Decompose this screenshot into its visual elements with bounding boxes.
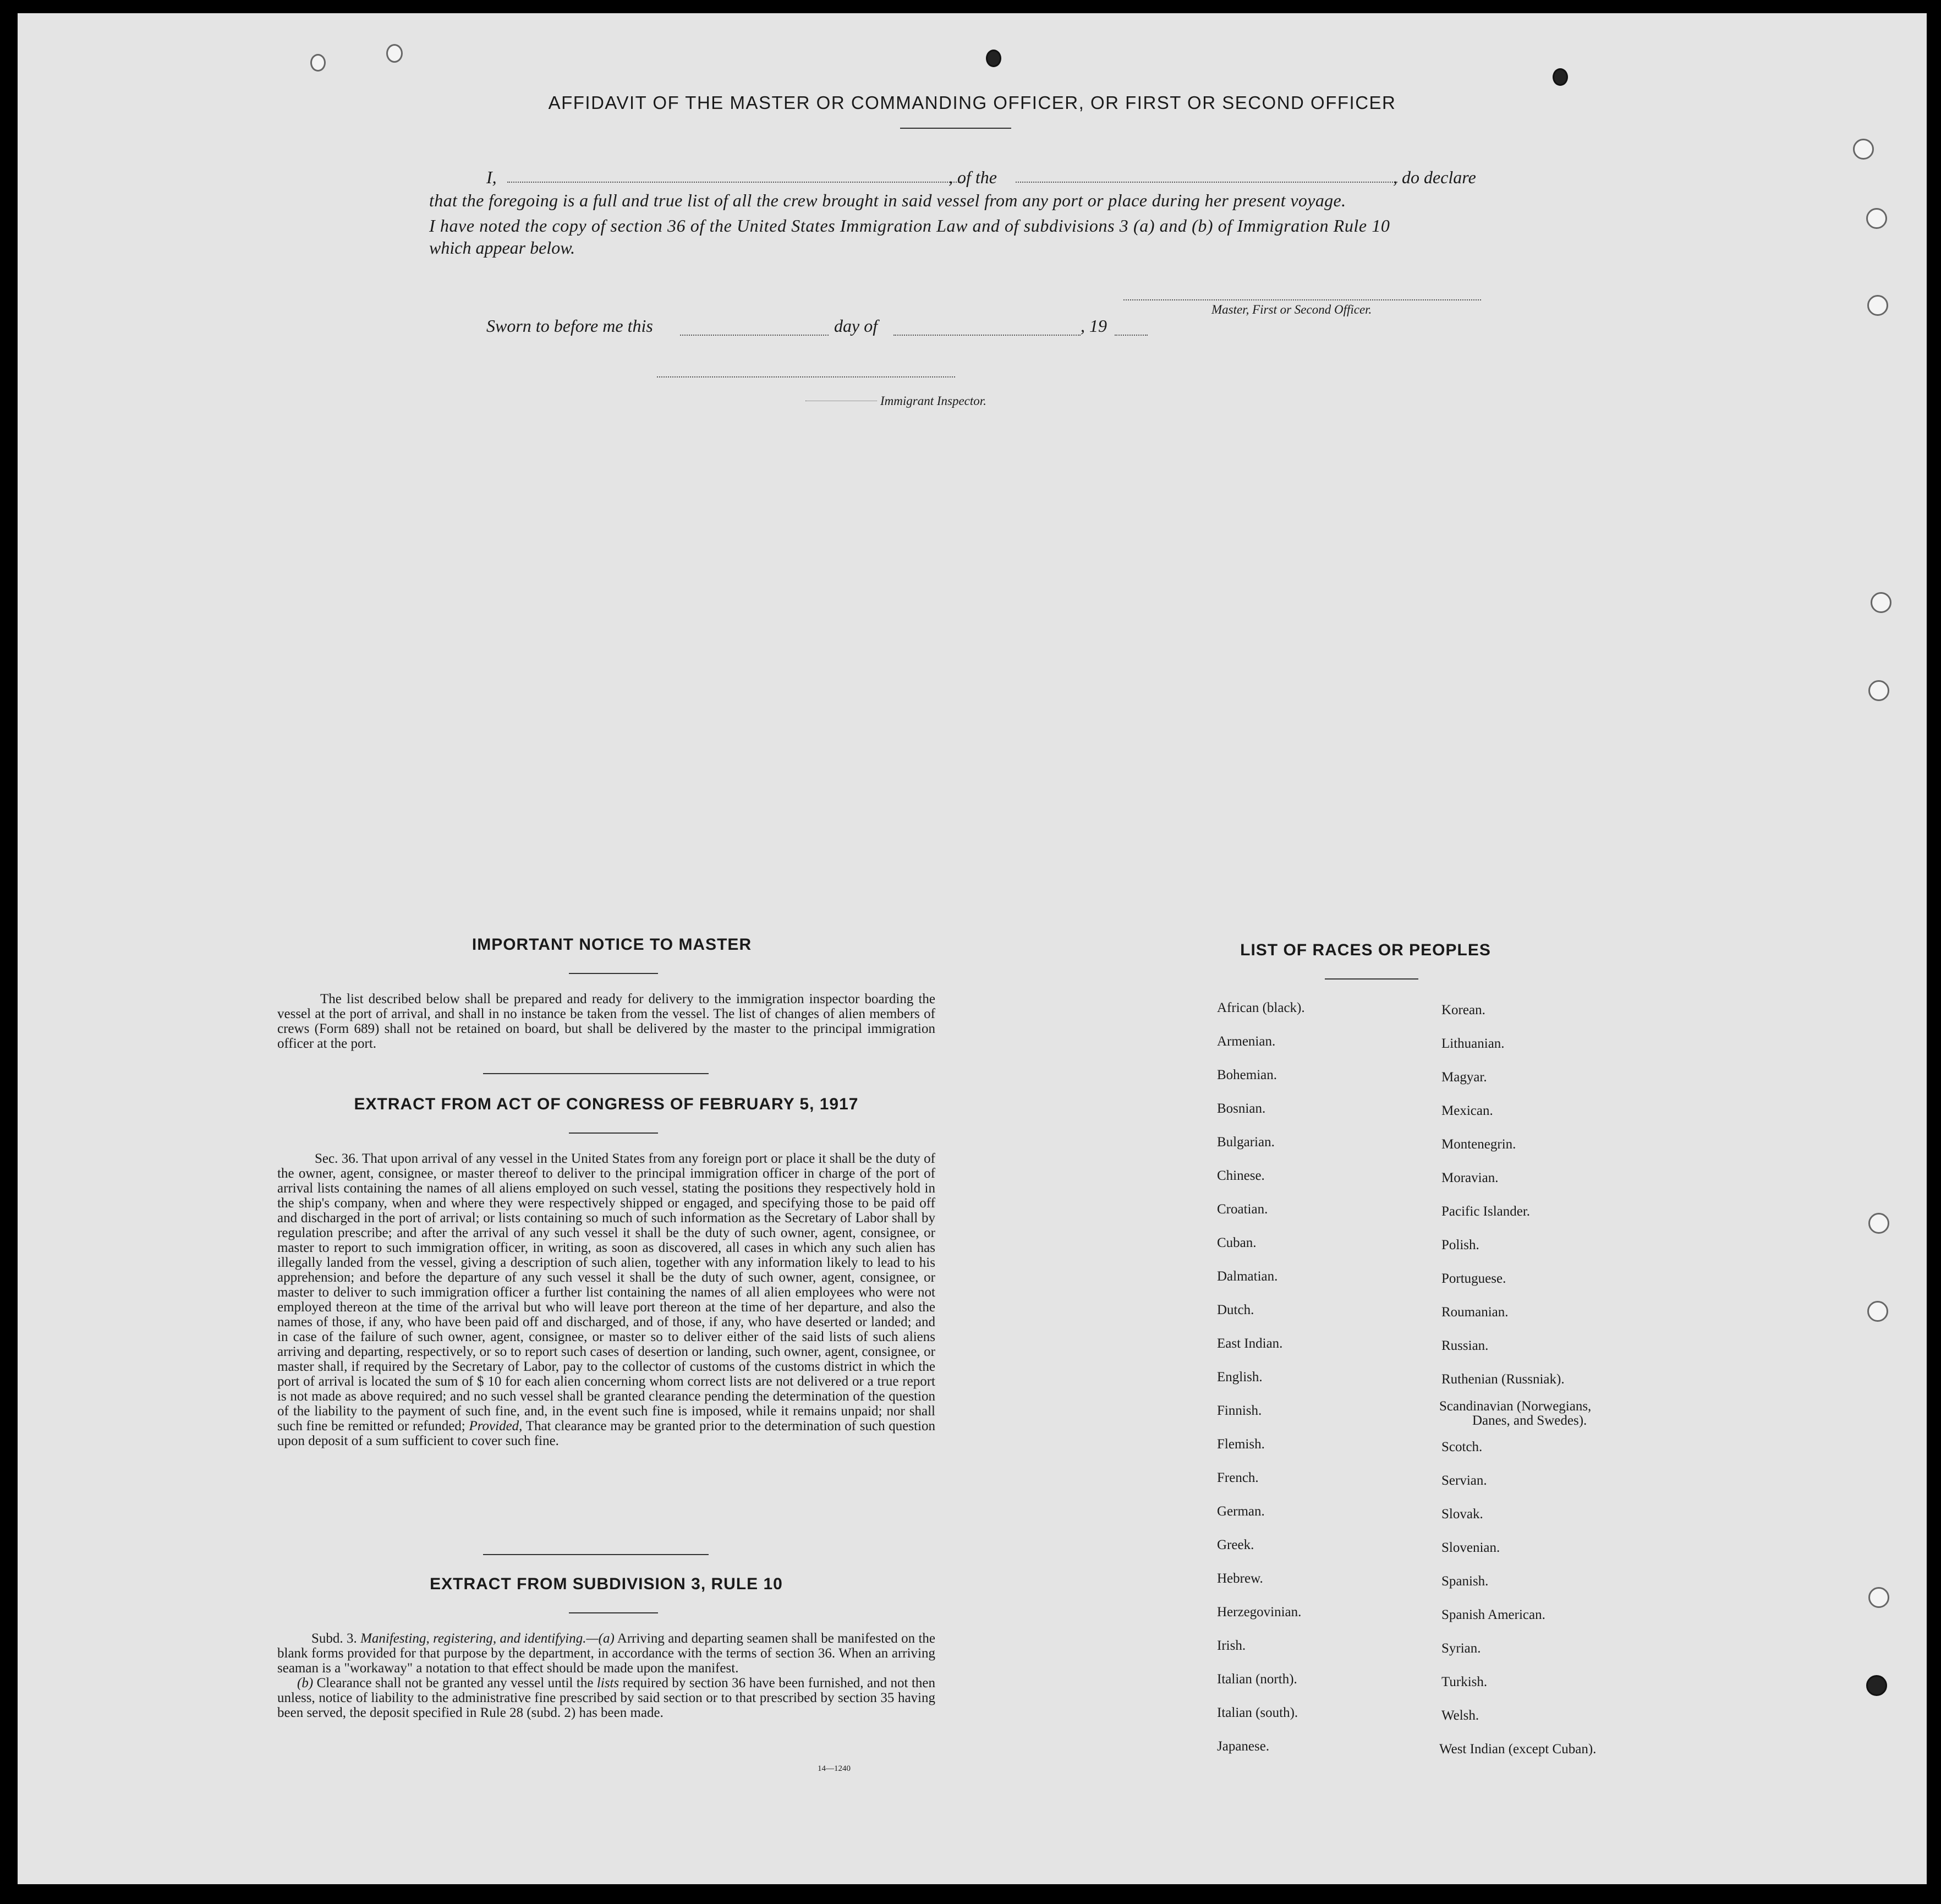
divider <box>483 1073 709 1074</box>
subd-text-a: Arriving and departing seamen shall be manifested on the blank forms provided for that purpose by the department, in accordance with the terms of section 36. When an arriving seaman is a "workaway" a notation to that effect should be made upon the manifest. <box>277 1631 935 1676</box>
race-item: Portuguese. <box>1441 1271 1506 1286</box>
act-section-36 <box>277 1151 935 1448</box>
day-of-label: day of <box>834 316 878 336</box>
punch-hole <box>1867 295 1888 316</box>
sworn-year-field[interactable] <box>1115 335 1148 336</box>
punch-hole <box>1867 1301 1888 1322</box>
lists-word: lists <box>596 1676 619 1690</box>
inspector-caption: Immigrant Inspector. <box>880 394 986 408</box>
officer-caption: Master, First or Second Officer. <box>1211 303 1372 316</box>
subd-text-b2: required by section 36 have been furnished, and not then unless, notice of liability to the administrative fine prescribed by said section or to that prescribed by section 35 having been served, the deposit specified in Rule 28 (subd. 2) has been made. <box>277 1676 935 1720</box>
race-item: Russian. <box>1441 1338 1489 1353</box>
races-underline <box>1325 978 1418 980</box>
race-item: Mexican. <box>1441 1103 1493 1118</box>
punch-hole <box>1866 208 1887 229</box>
race-item: Irish. <box>1217 1638 1246 1653</box>
race-item: Moravian. <box>1441 1170 1499 1185</box>
race-item: Chinese. <box>1217 1168 1265 1183</box>
race-item: Herzegovinian. <box>1217 1605 1302 1620</box>
race-item: Spanish. <box>1441 1574 1489 1589</box>
rule-underline <box>569 1612 658 1613</box>
race-item: Slovenian. <box>1441 1540 1500 1555</box>
race-item: Armenian. <box>1217 1034 1276 1049</box>
race-item: Dutch. <box>1217 1303 1254 1317</box>
divider <box>483 1554 709 1555</box>
race-item: Welsh. <box>1441 1708 1479 1723</box>
race-item: French. <box>1217 1470 1259 1485</box>
act-underline <box>569 1132 658 1134</box>
race-item: Magyar. <box>1441 1070 1487 1085</box>
race-item: Italian (north). <box>1217 1672 1297 1687</box>
race-item: Scotch. <box>1441 1440 1483 1454</box>
race-item: Scandinavian (Norwegians, <box>1439 1399 1592 1414</box>
race-item: African (black). <box>1217 1000 1305 1015</box>
race-item: Slovak. <box>1441 1507 1483 1522</box>
race-item: Ruthenian (Russniak). <box>1441 1372 1565 1387</box>
race-item: Turkish. <box>1441 1675 1488 1689</box>
race-item: Finnish. <box>1217 1403 1262 1418</box>
race-item: Cuban. <box>1217 1235 1257 1250</box>
declaration-line-1: that the foregoing is a full and true list of all the crew brought in said vessel from any port or place during her present voyage. <box>429 190 1346 210</box>
race-item: Greek. <box>1217 1538 1254 1552</box>
sworn-label: Sworn to before me this <box>486 316 653 336</box>
race-item: Polish. <box>1441 1238 1479 1252</box>
race-item: Roumanian. <box>1441 1305 1509 1320</box>
punch-hole <box>310 54 326 72</box>
races-title: LIST OF RACES OR PEOPLES <box>1240 941 1491 959</box>
race-item-continuation: Danes, and Swedes). <box>1472 1413 1587 1428</box>
declaration-line-3: which appear below. <box>429 238 575 258</box>
rule-text <box>277 1631 935 1720</box>
inspector-signature-field[interactable] <box>657 376 955 377</box>
race-item: Bulgarian. <box>1217 1135 1275 1150</box>
race-item: Lithuanian. <box>1441 1036 1505 1051</box>
officer-signature-field[interactable] <box>1123 299 1481 300</box>
subd-label: Subd. 3. <box>311 1631 357 1646</box>
race-item: Bosnian. <box>1217 1101 1266 1116</box>
sworn-day-field[interactable] <box>680 335 829 336</box>
punch-hole <box>1866 1675 1887 1696</box>
punch-hole <box>1868 1213 1889 1234</box>
race-item: Montenegrin. <box>1441 1137 1516 1152</box>
of-the-label: , of the <box>948 167 997 187</box>
race-item: West Indian (except Cuban). <box>1439 1742 1597 1757</box>
punch-hole <box>1868 1587 1889 1608</box>
subd-b-label: (b) <box>297 1676 314 1690</box>
provided-word: Provided, <box>469 1419 523 1434</box>
document-page <box>18 13 1927 1884</box>
notice-title: IMPORTANT NOTICE TO MASTER <box>471 935 752 954</box>
race-item: Korean. <box>1441 1003 1485 1017</box>
punch-hole <box>1853 139 1874 160</box>
race-item: Italian (south). <box>1217 1705 1298 1720</box>
punch-hole <box>1871 592 1891 613</box>
subd-heading: Manifesting, registering, and identifying.—(a) <box>360 1631 615 1646</box>
punch-hole <box>1553 68 1568 86</box>
punch-hole <box>986 50 1001 67</box>
rule-title: EXTRACT FROM SUBDIVISION 3, RULE 10 <box>430 1575 783 1593</box>
race-item: East Indian. <box>1217 1336 1283 1351</box>
notice-text: The list described below shall be prepared and ready for delivery to the immigration inspector boarding the vessel at the port of arrival, and shall in no instance be taken from the vessel. The list of changes of alien members of crews (Form 689) shall not be retained on board, but shall be delivered by the master to the principal immigration officer at the port. <box>277 992 935 1051</box>
race-item: Spanish American. <box>1441 1607 1545 1622</box>
section-text: That upon arrival of any vessel in the United States from any foreign port or place it shall be the duty of the owner, agent, consignee, or master thereof to deliver to the principal immigration officer in charge of the port of arrival lists containing the names of all aliens employed on such vessel, stating the positions they respectively hold in the ship's company, when and where they were respectively shipped or engaged, and specifying those to be paid off and discharged in the port of arrival; or lists containing so much of such information as the Secretary of Labor shall by regulation prescribe; and after the arrival of any such vessel it shall be the duty of such owner, agent, consignee, or master to report to such immigration officer, in writing, as soon as discovered, all cases in which any such alien has illegally landed from the vessel, giving a description of such alien, together with any information likely to lead to his apprehension; and before the departure of any such vessel it shall be the duty of such owner, agent, consignee, or master to deliver to such immigration officer a further list containing the names of all alien employees who were not employed thereon at the time of the arrival but who will leave port thereon at the time of her departure, and also the names of those, if any, who have been paid off and discharged, and of those, if any, who have deserted or landed; and in case of the failure of such owner, agent, consignee, or master so to deliver either of the said lists of such aliens arriving and departing, respectively, or so to report such cases of desertion or landing, such owner, agent, consignee, or master shall, if required by the Secretary of Labor, pay to the collector of customs of the customs district in which the port of arrival is located the sum of $ 10 for each alien concerning whom correct lists are not delivered or a true report is not made as above required; and no such vessel shall be granted clearance pending the determination of the question of the liability to the payment of such fine, and, in the event such fine is imposed, while it remains unpaid; nor shall such fine be remitted or refunded; <box>277 1151 935 1434</box>
declaration-line-2: I have noted the copy of section 36 of the United States Immigration Law and of subdivisions 3 (a) and (b) of Immigration Rule 10 <box>429 216 1390 236</box>
race-item: English. <box>1217 1370 1263 1385</box>
punch-hole <box>386 44 403 63</box>
notice-underline <box>569 973 658 974</box>
punch-hole <box>1868 680 1889 701</box>
declarant-i-label: I, <box>486 167 497 187</box>
race-item: Japanese. <box>1217 1739 1270 1754</box>
race-item: Croatian. <box>1217 1202 1268 1217</box>
race-item: Servian. <box>1441 1473 1487 1488</box>
act-title: EXTRACT FROM ACT OF CONGRESS OF FEBRUARY 5, 1917 <box>354 1095 859 1113</box>
title-underline <box>900 128 1011 129</box>
sworn-month-field[interactable] <box>893 335 1081 336</box>
race-item: Hebrew. <box>1217 1571 1263 1586</box>
section-label: Sec. 36. <box>315 1151 359 1166</box>
race-item: Bohemian. <box>1217 1068 1277 1082</box>
subd-text-b1: Clearance shall not be granted any vessel until the <box>316 1676 594 1690</box>
affidavit-title: AFFIDAVIT OF THE MASTER OR COMMANDING OFFICER, OR FIRST OR SECOND OFFICER <box>548 92 1396 113</box>
form-number: 14—1240 <box>818 1764 851 1773</box>
year-prefix-label: , 19 <box>1081 316 1107 336</box>
race-item: Dalmatian. <box>1217 1269 1278 1284</box>
race-item: Syrian. <box>1441 1641 1481 1656</box>
race-item: German. <box>1217 1504 1265 1519</box>
vessel-name-field[interactable] <box>1016 182 1397 183</box>
race-item: Pacific Islander. <box>1441 1204 1531 1219</box>
race-item: Flemish. <box>1217 1437 1265 1452</box>
declarant-name-field[interactable] <box>507 182 963 183</box>
section-text-end: That clearance may be granted prior to the determination of such question upon deposit of a sum sufficient to cover such fine. <box>277 1419 936 1448</box>
do-declare-label: , do declare <box>1393 167 1476 187</box>
